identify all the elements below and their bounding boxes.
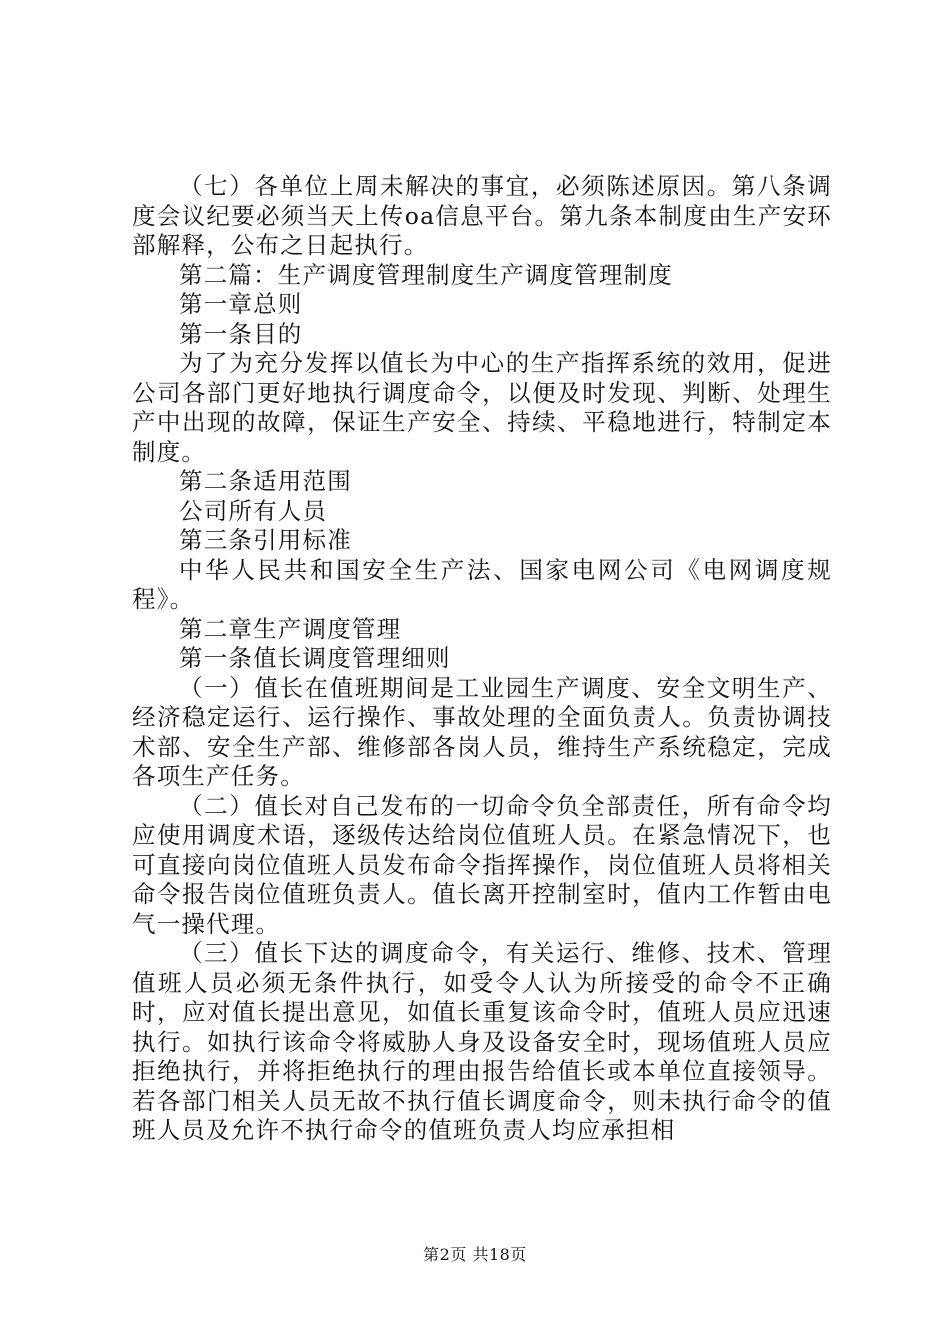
paragraph-purpose: 为了为充分发挥以值长为中心的生产指挥系统的效用，促进公司各部门更好地执行调度命令，以便及时发现、判断、处理生产中出现的故障，保证生产安全、持续、平稳地进行，特制定本制度。 xyxy=(132,349,832,466)
paragraph-item-7: （七）各单位上周未解决的事宜，必须陈述原因。第八条调度会议纪要必须当天上传oa信息平台。第九条本制度由生产安环部解释，公布之日起执行。 xyxy=(132,172,832,259)
paragraph-item-2: （二）值长对自己发布的一切命令负全部责任，所有命令均应使用调度术语，逐级传达给岗位值班人员。在紧急情况下，也可直接向岗位值班人员发布命令指挥操作，岗位值班人员将相关命令报告岗位值班负责人。值长离开控制室时，值内工作暂由电气一操代理。 xyxy=(132,791,832,938)
paragraph-standards: 中华人民共和国安全生产法、国家电网公司《电网调度规程》。 xyxy=(132,555,832,613)
paragraph-scope: 公司所有人员 xyxy=(179,496,328,525)
chapter-title-general: 第一章总则 xyxy=(179,290,303,318)
article-title-shift-leader: 第一条值长调度管理细则 xyxy=(179,644,451,672)
paragraph-item-1: （一）值长在值班期间是工业园生产调度、安全文明生产、经济稳定运行、运行操作、事故处理的全面负责人。负责协调技术部、安全生产部、维修部各岗人员，维持生产系统稳定，完成各项生产任务。 xyxy=(132,673,832,790)
article-title-standards: 第三条引用标准 xyxy=(179,526,352,554)
article-title-purpose: 第一条目的 xyxy=(179,319,303,348)
chapter-title-dispatch: 第二章生产调度管理 xyxy=(179,614,402,643)
document-body xyxy=(132,172,832,1146)
section-title-part-two: 第二篇：生产调度管理制度生产调度管理制度 xyxy=(179,260,673,289)
page-number-label: 第2页 共18页 xyxy=(423,1245,527,1264)
article-title-scope: 第二条适用范围 xyxy=(179,467,352,495)
paragraph-item-3: （三）值长下达的调度命令，有关运行、维修、技术、管理值班人员必须无条件执行，如受令人认为所接受的命令不正确时，应对值长提出意见，如值长重复该命令时，值班人员应迅速执行。如执行该命令将威胁人身及设备安全时，现场值班人员应拒绝执行，并将拒绝执行的理由报告给值长或本单位直接领导。若各部门相关人员无故不执行值长调度命令，则未执行命令的值班人员及允许不执行命令的值班负责人均应承担相 xyxy=(132,939,832,1144)
page-footer xyxy=(0,1242,950,1265)
